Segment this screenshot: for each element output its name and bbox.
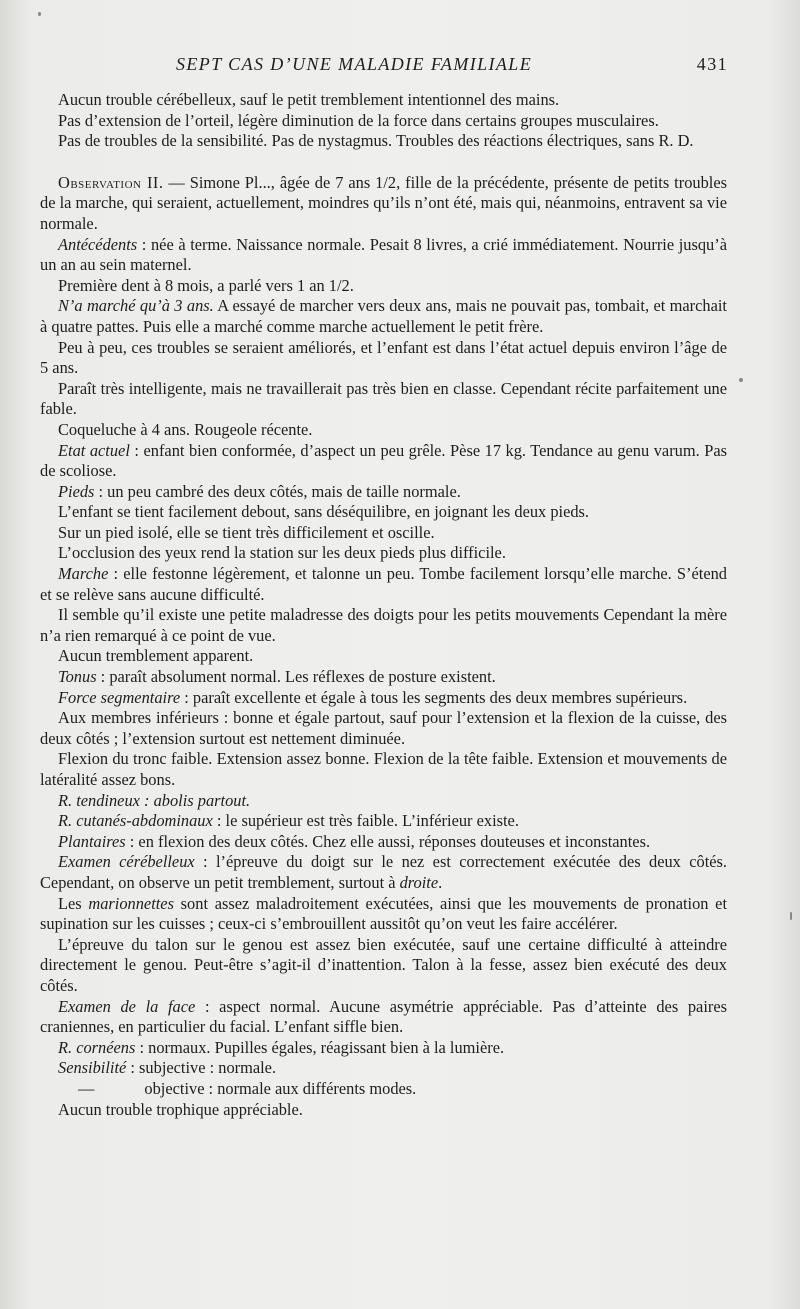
paragraph: Plantaires : en flexion des deux côtés. Chez elle aussi, réponses douteuses et inconstantes. xyxy=(58,831,651,851)
paragraph: Pas de troubles de la sensibilité. Pas de nystagmus. Troubles des réactions électriques, sans R. D. xyxy=(58,131,694,151)
page-header xyxy=(40,52,740,78)
paragraph: Antécédents : née à terme. Naissance normale. Pesait 8 livres, a crié immédiatement. Nourrie jusqu’à un an au sein maternel. xyxy=(40,234,727,275)
paragraph: Sensibilité : subjective : normale. xyxy=(58,1058,277,1078)
paragraph: Aux membres inférieurs : bonne et égale partout, sauf pour l’extension et la flexion de la cuisse, des deux côtés ; l’extension surtout est nettement diminuée. xyxy=(40,708,727,748)
paragraph: N’a marché qu’à 3 ans. A essayé de marcher vers deux ans, mais ne pouvait pas, tombait, et marchait à quatre pattes. Puis elle a marché comme marche actuellement le petit frère. xyxy=(40,296,727,336)
paragraph: Flexion du tronc faible. Extension assez bonne. Flexion de la tête faible. Extension et mouvements de latéralité assez bons. xyxy=(40,749,727,789)
observation-heading-paragraph: Observation II. — Simone Pl..., âgée de 7 ans 1/2, fille de la précédente, présente de petits troubles de la marche, qui seraient, actuellement, moindres qu’ils n’ont été, mais qui, néanmoins, entravent sa vie normale. xyxy=(40,172,727,233)
running-title: SEPT CAS D’UNE MALADIE FAMILIALE xyxy=(176,54,533,74)
paragraph: Etat actuel : enfant bien conformée, d’aspect un peu grêle. Pèse 17 kg. Tendance au genu varum. Pas de scoliose. xyxy=(40,440,727,481)
scan-speck xyxy=(739,378,743,382)
paragraph: — objective : normale aux différents modes. xyxy=(78,1078,417,1098)
paragraph: Coqueluche à 4 ans. Rougeole récente. xyxy=(58,419,313,439)
paragraph: Pieds : un peu cambré des deux côtés, mais de taille normale. xyxy=(58,481,461,501)
paragraph: R. tendineux : abolis partout. xyxy=(58,790,251,810)
paragraph: Peu à peu, ces troubles se seraient améliorés, et l’enfant est dans l’état actuel depuis environ l’âge de 5 ans. xyxy=(40,337,727,378)
scan-speck xyxy=(38,12,41,16)
paragraph: Marche : elle festonne légèrement, et talonne un peu. Tombe facilement lorsqu’elle marche. S’étend et se relève sans aucune difficulté. xyxy=(40,564,727,604)
paragraph: Aucun trouble cérébelleux, sauf le petit tremblement intentionnel des mains. xyxy=(58,90,560,109)
paragraph: Aucun tremblement apparent. xyxy=(58,646,254,666)
paragraph: R. cornéens : normaux. Pupilles égales, réagissant bien à la lumière. xyxy=(58,1037,505,1057)
paragraph: Aucun trouble trophique appréciable. xyxy=(58,1099,303,1119)
paragraph: L’enfant se tient facilement debout, sans déséquilibre, en joignant les deux pieds. xyxy=(58,502,590,522)
paragraph: Pas d’extension de l’orteil, légère diminution de la force dans certains groupes musculaires. xyxy=(58,110,659,130)
paragraph: R. cutanés-abdominaux : le supérieur est très faible. L’inférieur existe. xyxy=(58,811,519,831)
paragraph: L’occlusion des yeux rend la station sur les deux pieds plus difficile. xyxy=(58,543,506,563)
paragraph: Sur un pied isolé, elle se tient très difficilement et oscille. xyxy=(58,522,435,542)
paragraph: Examen cérébelleux : l’épreuve du doigt sur le nez est correctement exécutée des deux côtés. Cependant, on observe un petit tremblement, surtout à droite. xyxy=(40,852,727,892)
paragraph: Tonus : paraît absolument normal. Les réflexes de posture existent. xyxy=(58,667,496,687)
paragraph: Première dent à 8 mois, a parlé vers 1 an 1/2. xyxy=(58,275,354,295)
scan-speck xyxy=(790,912,792,920)
paragraph: Force segmentaire : paraît excellente et égale à tous les segments des deux membres supérieurs. xyxy=(58,687,688,707)
observation-label: Observation II. xyxy=(58,172,164,192)
paragraph: Il semble qu’il existe une petite maladresse des doigts pour les petits mouvements Cependant la mère n’a rien remarqué à ce point de vue. xyxy=(40,605,727,645)
body-text xyxy=(40,90,727,1120)
page-number: 431 xyxy=(696,54,728,74)
paragraph: Les marionnettes sont assez maladroitement exécutées, ainsi que les mouvements de pronation et supination sur les cuisses ; ceux-ci s’embrouillent aussitôt qu’on veut les faire accélérer. xyxy=(40,893,727,934)
paragraph: Paraît très intelligente, mais ne travaillerait pas très bien en classe. Cependant récite parfaitement une fable. xyxy=(40,378,727,419)
paragraph: L’épreuve du talon sur le genou est assez bien exécutée, sauf une certaine difficulté à atteindre directement le genou. Peut-être s’agit-il d’inattention. Talon à la fesse, assez bien exécuté des deux côtés. xyxy=(40,934,727,995)
paragraph: Examen de la face : aspect normal. Aucune asymétrie appréciable. Pas d’atteinte des paires craniennes, en particulier du facial. L’enfant siffle bien. xyxy=(40,996,727,1037)
